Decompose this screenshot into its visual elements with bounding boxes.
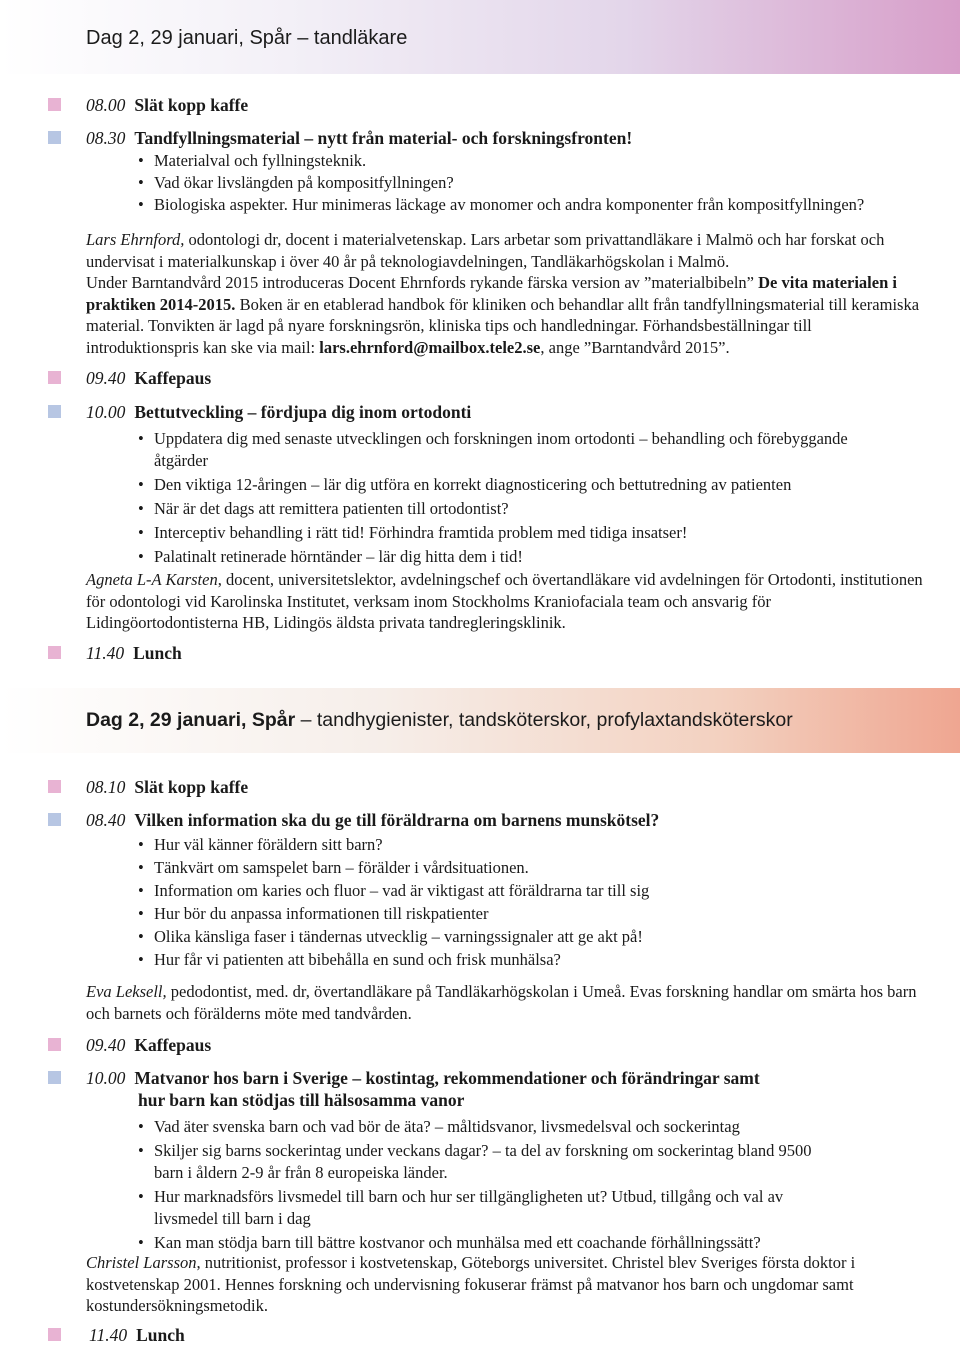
session-heading: 08.10 Slät kopp kaffe [86, 777, 249, 797]
list-item: • Biologiska aspekter. Hur minimeras läckage av monomer och andra komponenter från kompositfyllningen? [138, 194, 938, 216]
book-title: De vita materialen i praktiken 2014-2015. [86, 273, 897, 314]
list-item: • Palatinalt retinerade hörntänder – lär dig hitta dem i tid! [138, 546, 858, 568]
list-item: • Hur marknadsförs livsmedel till barn och hur ser tillgängligheten ut? Utbud, tillgång och val av livsmedel till barn i dag [138, 1186, 814, 1230]
session-heading: 08.00 Slät kopp kaffe [86, 95, 249, 115]
speaker-bio: Lars Ehrnford, odontologi dr, docent i materialvetenskap. Lars arbetar som privattandläkare i Malmö och har forskat och undervisat i materialkunskap i över 40 år på teknologiavdelningen, Tandläkarhögskolan i Malmö. Under Barntandvård 2015 introduceras Docent Ehrnfords rykande färska version av ”materialbibeln” De vita materialen i praktiken 2014-2015. Boken är en etablerad handbok för kliniken och behandlar allt från tandfyllningsmaterial till keramiska material. Tonvikten är lagd på nyare forskningsrön, kliniska tips och handledningar. Förhandsbeställningar till introduktionspris kan ske via mail: lars.ehrnford@mailbox.tele2.se, ange ”Barntandvård 2015”. [86, 230, 920, 357]
speaker-name: Christel Larsson [86, 1253, 197, 1272]
email-link[interactable]: lars.ehrnford@mailbox.tele2.se [319, 337, 541, 357]
session-heading: 10.00 Matvanor hos barn i Sverige – kostintag, rekommendationer och förändringar samt [86, 1068, 760, 1088]
pink-square-icon [48, 1038, 61, 1051]
list-item: • När är det dags att remittera patienten till ortodontist? [138, 498, 858, 520]
session-heading: 09.40 Kaffepaus [86, 368, 212, 388]
list-item: • Hur väl känner föräldern sitt barn? [138, 834, 938, 856]
list-item: • Vad äter svenska barn och vad bör de äta? – måltidsvanor, livsmedelsval och sockerintag [138, 1116, 854, 1138]
section2-header [0, 688, 960, 753]
list-item: • Information om karies och fluor – vad är viktigast att föräldrarna tar till sig [138, 880, 938, 902]
session-heading: 08.40 Vilken information ska du ge till föräldrarna om barnens munskötsel? [86, 810, 660, 830]
section1-title: Dag 2, 29 januari, Spår – tandläkare [86, 27, 408, 49]
list-item: • Interceptiv behandling i rätt tid! Förhindra framtida problem med tidiga insatser! [138, 522, 858, 544]
pink-square-icon [48, 98, 61, 111]
pink-square-icon [48, 1328, 61, 1341]
speaker-bio: Agneta L-A Karsten, docent, universitetslektor, avdelningschef och övertandläkare vid avdelningen för Ortodonti, institutionen för odontologi vid Karolinska Institutet, verksam inom Stockholms Kraniofaciala team och ansvarig för Lidingöortodontisterna HB, Lidingös äldsta privata tandregleringsklinik. [86, 570, 923, 632]
list-item: • Hur bör du anpassa informationen till riskpatienter [138, 903, 938, 925]
pink-square-icon [48, 646, 61, 659]
list-item: • Den viktiga 12-åringen – lär dig utföra en korrekt diagnosticering och bettutredning av patienten [138, 474, 858, 496]
bullet-list [138, 150, 938, 216]
session-heading: 10.00 Bettutveckling – fördjupa dig inom ortodonti [86, 402, 472, 422]
list-item: • Vad ökar livslängden på kompositfyllningen? [138, 172, 938, 194]
blue-square-icon [48, 1071, 61, 1084]
section2-title: Dag 2, 29 januari, Spår – tandhygienister, tandsköterskor, profylaxtandsköterskor [86, 709, 793, 731]
section1-header [0, 0, 960, 74]
list-item: • Skiljer sig barns sockerintag under veckans dagar? – ta del av forskning om sockerintag bland 9500 barn i åldern 2-9 år från 8 europeiska länder. [138, 1140, 834, 1184]
blue-square-icon [48, 813, 61, 826]
session-heading: 08.30 Tandfyllningsmaterial – nytt från material- och forskningsfronten! [86, 128, 633, 148]
list-item: • Materialval och fyllningsteknik. [138, 150, 938, 172]
bullet-list [138, 834, 938, 971]
bullet-list [138, 1116, 838, 1254]
session-heading: 11.40 Lunch [86, 643, 182, 663]
pink-square-icon [48, 780, 61, 793]
session-heading: 09.40 Kaffepaus [86, 1035, 212, 1055]
list-item: • Tänkvärt om samspelet barn – förälder i vårdsituationen. [138, 857, 938, 879]
blue-square-icon [48, 131, 61, 144]
blue-square-icon [48, 405, 61, 418]
speaker-bio: Eva Leksell, pedodontist, med. dr, övertandläkare på Tandläkarhögskolan i Umeå. Evas forskning handlar om smärta hos barn och barnets och förälderns möte med tandvården. [86, 982, 917, 1023]
list-item: • Kan man stödja barn till bättre kostvanor och munhälsa med ett coachande förhållningssätt? [138, 1232, 874, 1254]
bullet-list [138, 428, 858, 568]
list-item: • Uppdatera dig med senaste utvecklingen och forskningen inom ortodonti – behandling och förebyggande åtgärder [138, 428, 858, 472]
session-heading: 11.40 Lunch [89, 1325, 185, 1345]
list-item: • Hur får vi patienten att bibehålla en sund och frisk munhälsa? [138, 949, 938, 971]
list-item: • Olika känsliga faser i tändernas utvecklig – varningssignaler att ge akt på! [138, 926, 938, 948]
session-heading-line2: hur barn kan stödjas till hälsosamma vanor [138, 1090, 465, 1110]
speaker-name: Agneta L-A Karsten [86, 570, 218, 589]
pink-square-icon [48, 371, 61, 384]
speaker-name: Lars Ehrnford, [86, 230, 185, 249]
speaker-bio: Christel Larsson, nutritionist, professor i kostvetenskap, Göteborgs universitet. Christel blev Sveriges första doktor i kostvetenskap 2001. Hennes forskning och undervisning fokuserar främst på matvanor hos barn och ungdomar samt kostundersökningsmetodik. [86, 1253, 856, 1315]
speaker-name: Eva Leksell, [86, 982, 167, 1001]
